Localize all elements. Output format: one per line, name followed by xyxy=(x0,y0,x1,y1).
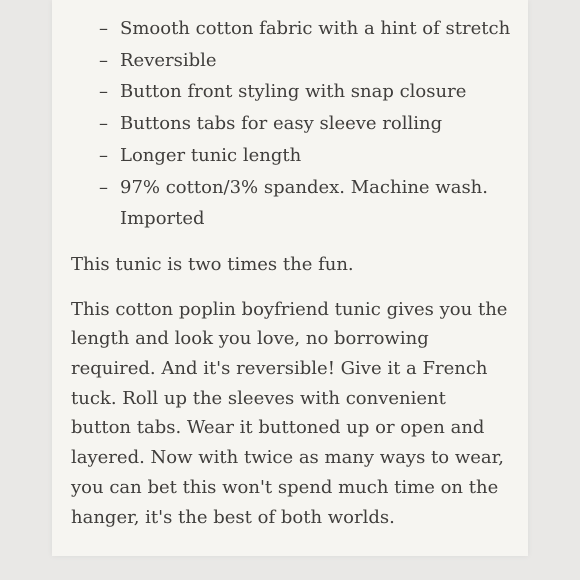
feature-list xyxy=(71,13,521,235)
feature-text: 97% cotton/3% spandex. Machine wash. Imported xyxy=(120,176,488,230)
feature-item xyxy=(71,13,521,45)
feature-text: Buttons tabs for easy sleeve rolling xyxy=(120,113,443,135)
dash-bullet-icon: – xyxy=(99,144,108,166)
dash-bullet-icon: – xyxy=(99,49,108,71)
feature-text: Button front styling with snap closure xyxy=(120,81,467,103)
dash-bullet-icon: – xyxy=(99,176,108,198)
dash-bullet-icon: – xyxy=(99,18,108,39)
dash-bullet-icon: – xyxy=(99,113,108,135)
feature-item xyxy=(71,45,521,77)
product-description: This cotton poplin boyfriend tunic gives you the length and look you love, no borrowing required. And it's reversible! Give it a French tuck. Roll up the sleeves with convenient button tabs. Wear it buttoned up or open and layered. Now with twice as many ways to wear, you can bet this won't spend much time on the hanger, it's the best of both worlds. xyxy=(71,298,508,528)
product-details-content xyxy=(71,13,521,532)
feature-item xyxy=(71,76,521,108)
product-tagline: This tunic is two times the fun. xyxy=(71,253,354,275)
feature-item xyxy=(71,108,521,140)
feature-text: Reversible xyxy=(120,49,217,71)
feature-item xyxy=(71,140,521,172)
feature-text: Smooth cotton fabric with a hint of stretch xyxy=(120,18,511,39)
dash-bullet-icon: – xyxy=(99,81,108,103)
feature-text: Longer tunic length xyxy=(120,144,302,166)
feature-item xyxy=(71,172,521,235)
